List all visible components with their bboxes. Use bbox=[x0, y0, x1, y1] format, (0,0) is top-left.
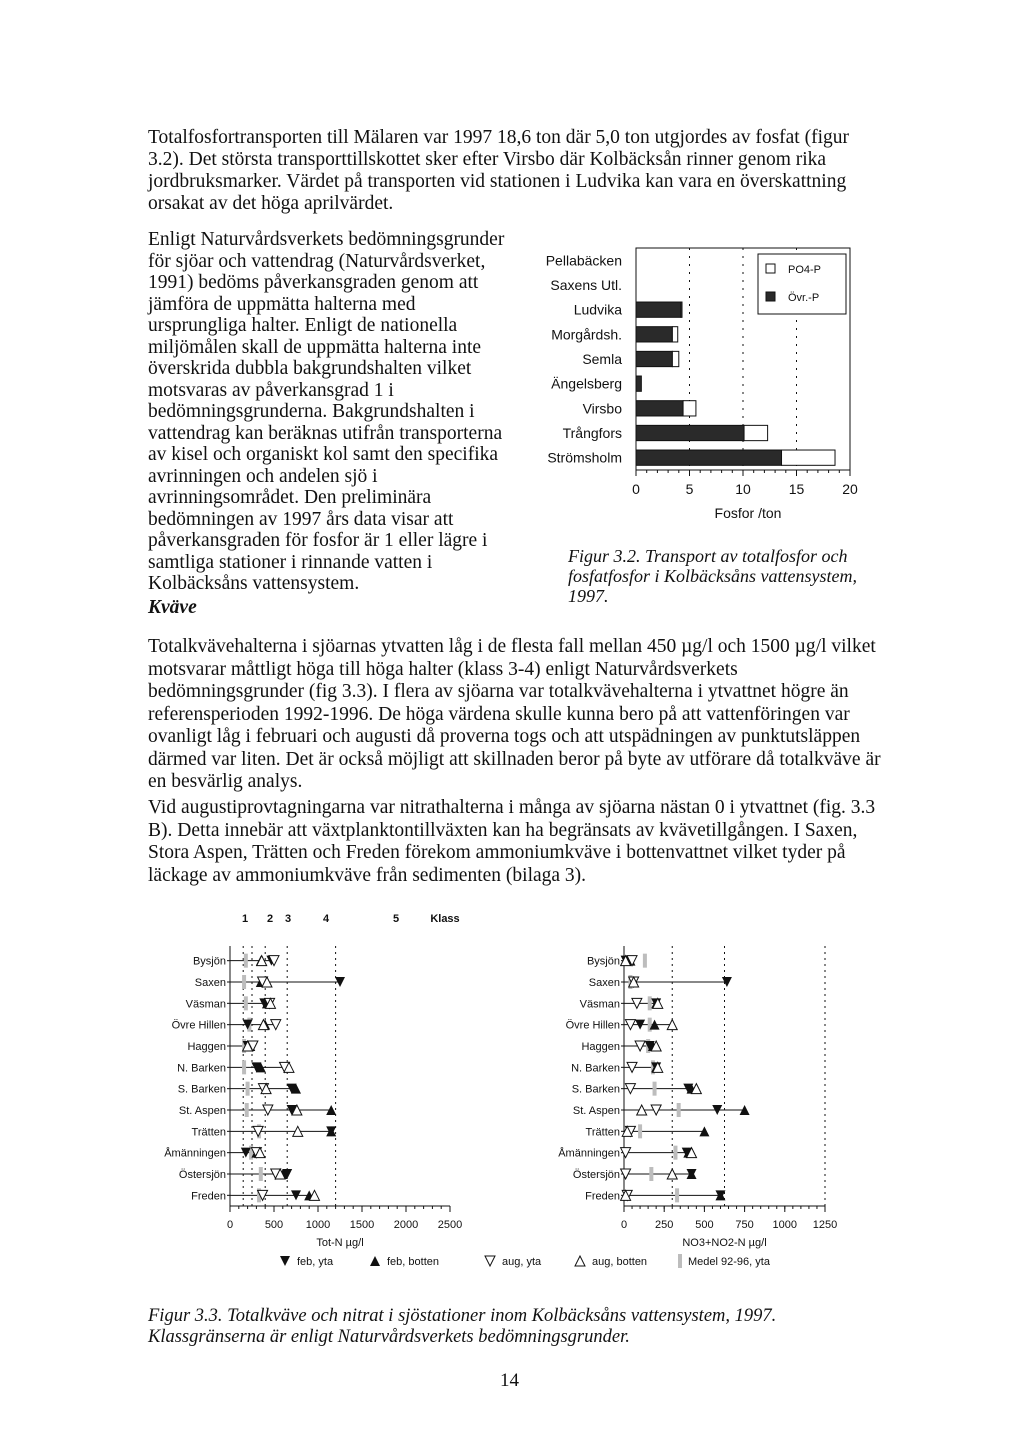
x-tick-label: 1000 bbox=[772, 1219, 798, 1231]
x-tick-label: 750 bbox=[735, 1219, 754, 1231]
category-label: Bysjön bbox=[192, 955, 226, 968]
x-tick-label: 20 bbox=[842, 481, 858, 497]
category-label: Åmänningen bbox=[558, 1147, 620, 1160]
nitrate-paragraph: Vid augustiprovtagningarna var nitrathalterna i många av sjöarna nästan 0 i ytvattnet (fig. 3.3 B). Detta innebär att växtplanktontillväxten kan ha begränsats av kvävetillgången. I Saxen, Stora Aspen, Trätten och Freden förekom ammoniumkväve i bottenvattnet vilket tyder på läckage av ammoniumkväve från sedimenten (bilaga 3). bbox=[148, 797, 876, 886]
reference-mark bbox=[675, 1188, 679, 1202]
reference-mark bbox=[244, 954, 248, 968]
category-label: Väsman bbox=[185, 998, 226, 1011]
category-label: Semla bbox=[582, 351, 622, 367]
page-number: 14 bbox=[500, 1370, 519, 1391]
bar-ovr-p bbox=[636, 376, 641, 391]
x-tick-label: 500 bbox=[264, 1219, 284, 1231]
bar-ovr-p bbox=[636, 425, 744, 440]
x-tick-label: 0 bbox=[632, 481, 640, 497]
class-label: 3 bbox=[284, 913, 292, 925]
x-axis-label: Fosfor /ton bbox=[714, 505, 782, 521]
bar-po4-p bbox=[744, 425, 768, 440]
x-tick-label: 250 bbox=[655, 1219, 674, 1231]
category-label: S. Barken bbox=[571, 1083, 620, 1096]
legend-label: feb, botten bbox=[387, 1256, 439, 1268]
class-label: 2 bbox=[266, 913, 274, 925]
x-tick-label: 0 bbox=[226, 1219, 234, 1231]
legend-box bbox=[758, 254, 846, 314]
category-label: Saxens Utl. bbox=[550, 277, 622, 293]
total-nitrogen-paragraph: Totalkvävehalterna i sjöarnas ytvatten låg i de flesta fall mellan 450 µg/l och 1500 µg/l vilket motsvarar måttligt höga till höga halter (klass 3-4) enligt Naturvårdsverkets bedömningsgrunder (fig 3.3). I flera av sjöarna var totalkvävehalterna i ytvattnet högre än referensperioden 1992-1996. De höga värdena skulle kunna bero på att vattenföringen var ovanligt låg i februari och augusti då proverna togs och att utspädningen av punktutsläppen därmed var liten. Det är också möjligt att skillnaden beror på byte av utförare då totalkväve är en besvärlig analys. bbox=[148, 636, 881, 792]
category-label: Saxen bbox=[588, 977, 620, 989]
x-tick-label: 500 bbox=[695, 1219, 714, 1231]
category-label: Övre Hillen bbox=[171, 1019, 226, 1032]
reference-mark bbox=[638, 1124, 642, 1138]
category-label: Östersjön bbox=[572, 1169, 620, 1181]
bar-po4-p bbox=[681, 302, 682, 317]
class-label: 1 bbox=[241, 913, 249, 925]
figure-3-3 bbox=[160, 900, 880, 1290]
marker-aug-botten bbox=[575, 1256, 585, 1266]
category-label: Åmänningen bbox=[164, 1147, 226, 1160]
reference-mark bbox=[653, 1082, 657, 1096]
x-axis-label: Tot-N µg/l bbox=[316, 1237, 364, 1249]
category-label: Saxen bbox=[194, 977, 226, 989]
class-header bbox=[242, 913, 460, 925]
marker-aug-yta bbox=[485, 1256, 495, 1266]
category-label: St. Aspen bbox=[178, 1105, 226, 1117]
bar-ovr-p bbox=[636, 327, 672, 342]
reference-mark bbox=[244, 996, 248, 1010]
legend bbox=[758, 254, 846, 314]
reference-mark bbox=[242, 975, 246, 989]
category-label: Ängelsberg bbox=[551, 375, 622, 392]
category-label: Trätten bbox=[585, 1126, 620, 1139]
category-label: N. Barken bbox=[571, 1062, 620, 1075]
category-label: Övre Hillen bbox=[565, 1019, 620, 1032]
x-tick-label: 2000 bbox=[393, 1219, 419, 1231]
panel-a bbox=[164, 946, 462, 1249]
reference-mark bbox=[673, 1146, 677, 1160]
x-tick-label: 2500 bbox=[437, 1219, 463, 1231]
category-label: Haggen bbox=[187, 1041, 226, 1053]
category-label: N. Barken bbox=[177, 1062, 226, 1075]
x-tick-label: 5 bbox=[685, 481, 694, 497]
assessment-paragraph: Enligt Naturvårdsverkets bedömningsgrunder för sjöar och vattendrag (Naturvårdsverket, 1991) bedöms påverkansgraden genom att jämföra de uppmätta halterna med ursprungliga halter. Enligt de nationella miljömålen skall de uppmätta halterna inte överskrida dubbla bakgrundshalten vilket motsvaras av påverkansgrad 1 i bedömningsgrunderna. Bakgrundshalten i vattendrag kan beräknas utifrån transporterna av kisel och organiskt kol samt den specifika avrinningen och andelen sjö i avrinningsområdet. Den preliminära bedömningen av 1997 års data visar att påverkansgraden för fosfor är 1 eller lägre i samtliga stationer i rinnande vatten i Kolbäcksåns vattensystem. bbox=[148, 229, 505, 594]
category-label: Freden bbox=[191, 1190, 226, 1203]
bar-po4-p bbox=[672, 351, 678, 366]
legend-swatch-reference bbox=[678, 1254, 682, 1268]
x-tick-label: 1250 bbox=[812, 1219, 838, 1231]
reference-mark bbox=[643, 954, 647, 968]
class-label: 4 bbox=[322, 913, 330, 925]
legend-label: aug, yta bbox=[502, 1256, 542, 1268]
legend-label-reference: Medel 92-96, yta bbox=[688, 1256, 770, 1268]
category-label: Bysjön bbox=[586, 955, 620, 968]
class-label: Klass bbox=[430, 913, 460, 925]
category-label: S. Barken bbox=[177, 1083, 226, 1096]
figure-3-3-caption-line1: Figur 3.3. Totalkväve och nitrat i sjöstationer inom Kolbäcksåns vattensystem, 1997. bbox=[148, 1306, 777, 1326]
reference-mark bbox=[242, 1060, 246, 1074]
marker-feb-yta bbox=[280, 1256, 290, 1266]
x-axis-label: NO3+NO2-N µg/l bbox=[682, 1237, 767, 1249]
legend-label-ovr-p: Övr.-P bbox=[788, 292, 820, 304]
figure-3-2-caption: Figur 3.2. Transport av totalfosfor och fosfatfosfor i Kolbäcksåns vattensystem, 1997. bbox=[568, 546, 857, 606]
panel-b bbox=[558, 946, 837, 1249]
reference-mark bbox=[245, 1103, 249, 1117]
category-label: Ludvika bbox=[573, 301, 622, 318]
figure-3-3-caption bbox=[148, 1306, 883, 1348]
bar-ovr-p bbox=[636, 401, 683, 416]
category-label: Freden bbox=[585, 1190, 620, 1203]
bar-po4-p bbox=[782, 450, 836, 465]
legend-label-po4-p: PO4-P bbox=[788, 264, 822, 276]
category-label: Väsman bbox=[579, 998, 620, 1011]
reference-mark bbox=[649, 1167, 653, 1181]
category-label: Östersjön bbox=[178, 1169, 226, 1181]
category-label: Haggen bbox=[581, 1041, 620, 1053]
legend-label: aug, botten bbox=[592, 1256, 648, 1268]
class-label: 5 bbox=[392, 913, 400, 925]
reference-mark bbox=[259, 1167, 263, 1181]
x-tick-label: 1500 bbox=[349, 1219, 375, 1231]
figure-3-3-caption-line2: Klassgränserna är enligt Naturvårdsverkets bedömningsgrunder. bbox=[148, 1327, 630, 1347]
bar-ovr-p bbox=[636, 450, 782, 465]
category-label: Morgårdsh. bbox=[551, 326, 622, 343]
x-tick-label: 0 bbox=[620, 1219, 628, 1231]
x-tick-label: 10 bbox=[735, 481, 751, 497]
category-label: Trätten bbox=[191, 1126, 226, 1139]
legend-swatch-po4-p bbox=[766, 264, 775, 273]
reference-mark bbox=[648, 996, 652, 1010]
category-label: Trångfors bbox=[562, 425, 622, 441]
figure-3-2 bbox=[500, 240, 880, 540]
figure-3-3-legend bbox=[280, 1254, 771, 1268]
bar-ovr-p bbox=[636, 351, 672, 366]
category-label: Pellabäcken bbox=[545, 252, 622, 269]
x-tick-label: 15 bbox=[788, 481, 805, 497]
bar-ovr-p bbox=[636, 302, 681, 317]
bar-po4-p bbox=[683, 401, 696, 416]
x-tick-label: 1000 bbox=[305, 1219, 331, 1231]
reference-mark bbox=[677, 1103, 681, 1117]
marker-feb-botten bbox=[370, 1256, 380, 1266]
category-label: St. Aspen bbox=[572, 1105, 620, 1117]
section-heading-kvave: Kväve bbox=[148, 597, 197, 618]
legend-label: feb, yta bbox=[297, 1256, 334, 1268]
legend-swatch-ovr-p bbox=[766, 292, 775, 301]
bar-po4-p bbox=[672, 327, 677, 342]
category-label: Strömsholm bbox=[547, 449, 622, 466]
reference-mark bbox=[246, 1082, 250, 1096]
intro-paragraph: Totalfosfortransporten till Mälaren var 1997 18,6 ton där 5,0 ton utgjordes av fosfat (figur 3.2). Det största transporttillskottet sker efter Virsbo där Kolbäcksån rinner genom rika jordbruksmarker. Värdet på transporten vid stationen i Ludvika kan vara en överskattning orsakat av det höga aprilvärdet. bbox=[148, 127, 850, 214]
category-label: Virsbo bbox=[582, 400, 622, 417]
